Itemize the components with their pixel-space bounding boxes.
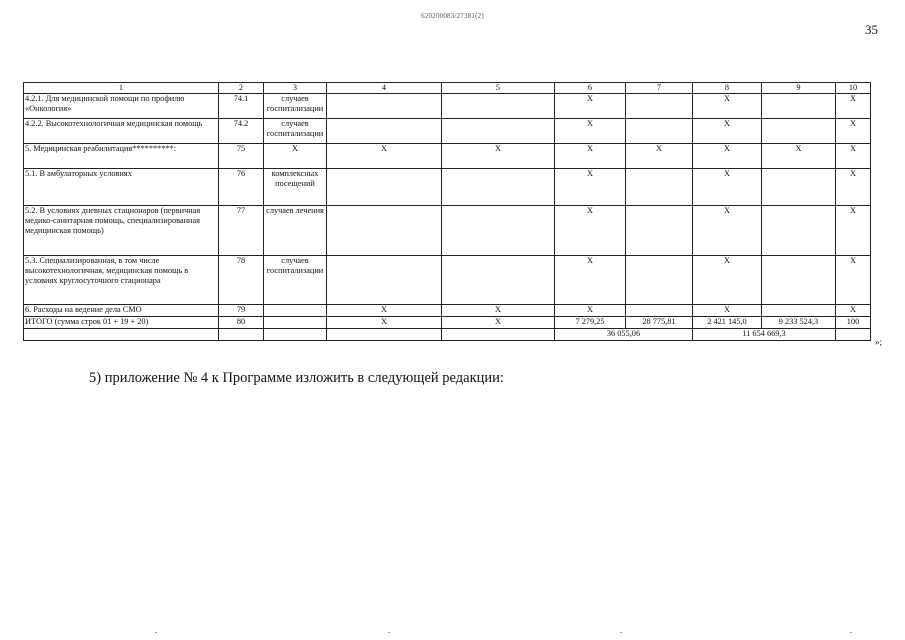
cell-col10: X	[836, 305, 871, 317]
col-number: 10	[836, 83, 871, 94]
cell-col5	[442, 94, 555, 119]
col-number: 3	[264, 83, 327, 94]
cell-col5: X	[442, 317, 555, 329]
cell-col8: X	[693, 144, 762, 169]
column-number-row	[24, 83, 871, 94]
cell-col10: X	[836, 206, 871, 256]
row-name: 5.3. Специализированная, в том числе высокотехнологичная, медицинская помощь в условиях круглосуточного стационара	[24, 256, 219, 305]
cell-col10: X	[836, 256, 871, 305]
cell-col4: X	[327, 144, 442, 169]
cell-col5	[442, 119, 555, 144]
summary-empty	[24, 329, 219, 341]
row-unit: комплексных посещений	[264, 169, 327, 206]
summary-empty	[219, 329, 264, 341]
col-number: 8	[693, 83, 762, 94]
row-code: 78	[219, 256, 264, 305]
row-code: 79	[219, 305, 264, 317]
cell-col8: X	[693, 119, 762, 144]
cell-col4	[327, 206, 442, 256]
cell-col6: X	[555, 94, 626, 119]
cell-col8: X	[693, 169, 762, 206]
cell-col6: X	[555, 256, 626, 305]
table-row	[24, 119, 871, 144]
table-row	[24, 144, 871, 169]
summary-row	[24, 329, 871, 341]
table-row	[24, 94, 871, 119]
row-unit	[264, 305, 327, 317]
row-unit	[264, 317, 327, 329]
table-row	[24, 206, 871, 256]
cell-col4	[327, 94, 442, 119]
row-code: 76	[219, 169, 264, 206]
col-number: 2	[219, 83, 264, 94]
row-unit: случаев лечения	[264, 206, 327, 256]
cell-col6: 7 279,25	[555, 317, 626, 329]
col-number: 9	[762, 83, 836, 94]
cell-col9: 9 233 524,3	[762, 317, 836, 329]
summary-empty	[264, 329, 327, 341]
col-number: 5	[442, 83, 555, 94]
row-name: 5.1. В амбулаторных условиях	[24, 169, 219, 206]
cell-col9	[762, 305, 836, 317]
cell-col5: X	[442, 305, 555, 317]
summary-sum-6-7: 36 055,06	[555, 329, 693, 341]
cell-col4: X	[327, 305, 442, 317]
cell-col9	[762, 206, 836, 256]
program-table	[23, 82, 871, 341]
col-number: 4	[327, 83, 442, 94]
summary-empty	[836, 329, 871, 341]
cell-col5: X	[442, 144, 555, 169]
document-id: 620200083/27381(2)	[421, 12, 484, 20]
row-code: 75	[219, 144, 264, 169]
row-unit: X	[264, 144, 327, 169]
scan-speck	[155, 632, 157, 633]
cell-col4	[327, 119, 442, 144]
cell-col9	[762, 94, 836, 119]
cell-col10: X	[836, 119, 871, 144]
cell-col6: X	[555, 305, 626, 317]
cell-col10: 100	[836, 317, 871, 329]
scan-speck	[620, 632, 622, 633]
cell-col7	[626, 206, 693, 256]
cell-col9	[762, 169, 836, 206]
row-name: 6. Расходы на ведение дела СМО	[24, 305, 219, 317]
table-row	[24, 256, 871, 305]
cell-col5	[442, 169, 555, 206]
closing-quote-mark: »;	[875, 337, 883, 347]
cell-col8: X	[693, 256, 762, 305]
row-code: 77	[219, 206, 264, 256]
cell-col7	[626, 305, 693, 317]
cell-col7	[626, 119, 693, 144]
row-code: 74.2	[219, 119, 264, 144]
cell-col5	[442, 256, 555, 305]
cell-col8: X	[693, 305, 762, 317]
row-name: 5.2. В условиях дневных стационаров (первичная медико-санитарная помощь, специализированная медицинская помощь)	[24, 206, 219, 256]
cell-col4: X	[327, 317, 442, 329]
scan-speck	[850, 632, 852, 633]
col-number: 6	[555, 83, 626, 94]
summary-empty	[442, 329, 555, 341]
row-unit: случаев госпитализации	[264, 119, 327, 144]
cell-col8: X	[693, 94, 762, 119]
cell-col7	[626, 94, 693, 119]
page-number: 35	[865, 22, 878, 37]
cell-col10: X	[836, 144, 871, 169]
table-row	[24, 305, 871, 317]
col-number: 1	[24, 83, 219, 94]
cell-col10: X	[836, 94, 871, 119]
scan-speck	[388, 632, 390, 633]
total-row	[24, 317, 871, 329]
cell-col4	[327, 256, 442, 305]
cell-col6: X	[555, 169, 626, 206]
cell-col7: 28 775,81	[626, 317, 693, 329]
summary-sum-8-9: 11 654 669,3	[693, 329, 836, 341]
row-name: 5. Медицинская реабилитация**********:	[24, 144, 219, 169]
cell-col7	[626, 256, 693, 305]
table-row	[24, 169, 871, 206]
row-code: 74.1	[219, 94, 264, 119]
cell-col6: X	[555, 206, 626, 256]
cell-col6: X	[555, 119, 626, 144]
cell-col6: X	[555, 144, 626, 169]
cell-col4	[327, 169, 442, 206]
cell-col9	[762, 119, 836, 144]
cell-col8: 2 421 145,0	[693, 317, 762, 329]
cell-col7	[626, 169, 693, 206]
cell-col5	[442, 206, 555, 256]
cell-col10: X	[836, 169, 871, 206]
cell-col9: X	[762, 144, 836, 169]
row-unit: случаев госпитализации	[264, 94, 327, 119]
row-name: ИТОГО (сумма строк 01 + 19 + 20)	[24, 317, 219, 329]
row-unit: случаев госпитализации	[264, 256, 327, 305]
instruction-text: 5) приложение № 4 к Программе изложить в следующей редакции:	[89, 370, 504, 386]
cell-col7: X	[626, 144, 693, 169]
col-number: 7	[626, 83, 693, 94]
cell-col9	[762, 256, 836, 305]
row-name: 4.2.2. Высокотехнологичная медицинская помощь	[24, 119, 219, 144]
row-name: 4.2.1. Для медицинской помощи по профилю «Онкология»	[24, 94, 219, 119]
cell-col8: X	[693, 206, 762, 256]
summary-empty	[327, 329, 442, 341]
row-code: 80	[219, 317, 264, 329]
